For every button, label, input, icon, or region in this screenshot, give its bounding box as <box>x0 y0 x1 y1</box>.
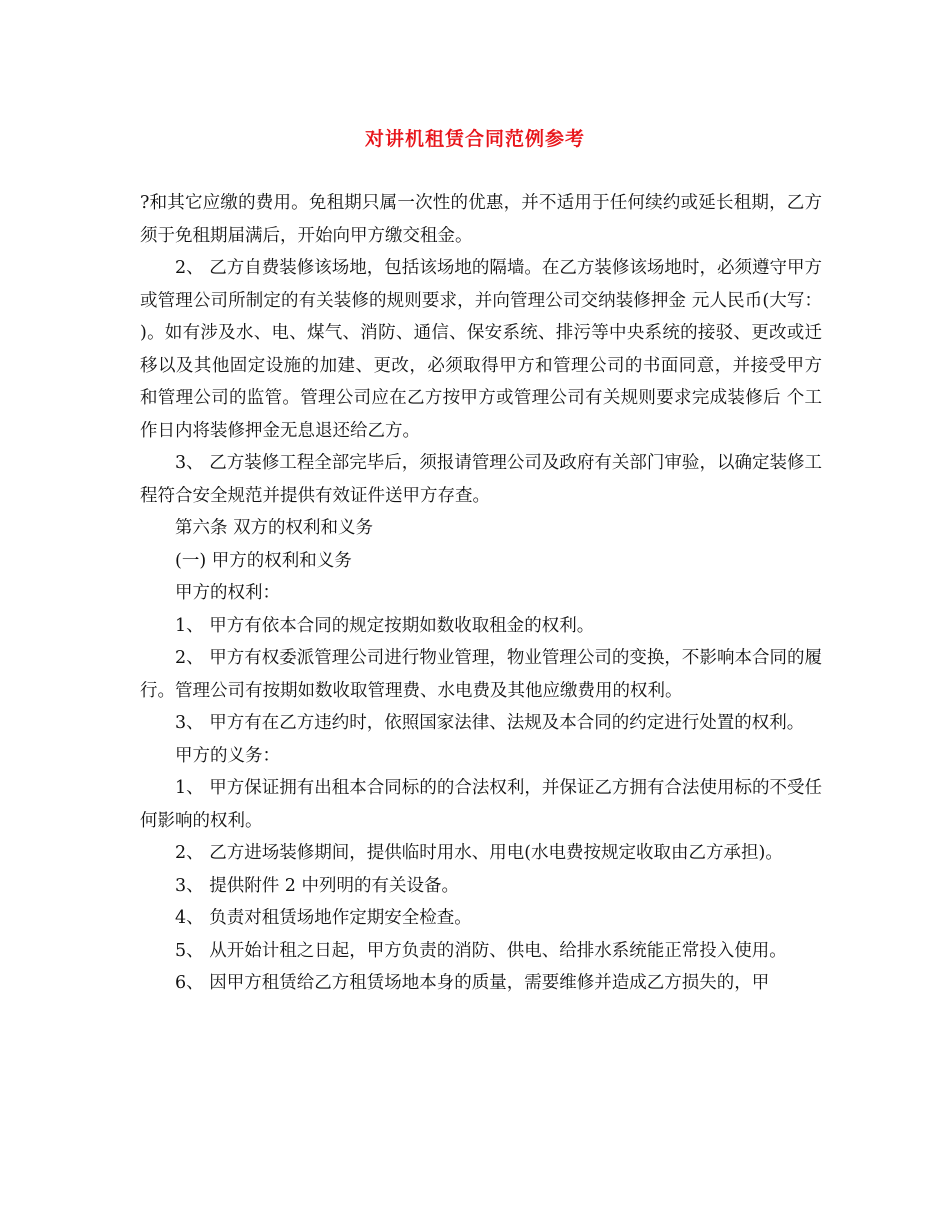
list-item: 1、 甲方有依本合同的规定按期如数收取租金的权利。 <box>175 615 595 636</box>
list-item: 2、 乙方进场装修期间，提供临时用水、用电(水电费按规定收取由乙方承担)。 <box>175 843 783 863</box>
list-item: 4、 负责对租赁场地作定期安全检查。 <box>175 908 472 928</box>
list-item: 1、 甲方保证拥有出租本合同标的的合法权利，并保证乙方拥有合法使用标的不受任何影响的权利。 <box>140 778 822 831</box>
list-heading: 甲方的义务： <box>175 745 280 766</box>
section-heading: 第六条 双方的权利和义务 <box>175 518 374 538</box>
list-item: 3、 甲方有在乙方违约时，依照国家法律、法规及本合同的约定进行处置的权利。 <box>175 713 805 733</box>
list-item: 3、 提供附件 2 中列明的有关设备。 <box>175 875 459 896</box>
paragraph: ?和其它应缴的费用。免租期只属一次性的优惠，并不适用于任何续约或延长租期，乙方须于免租期届满后，开始向甲方缴交租金。 <box>140 193 822 246</box>
list-item: 2、 甲方有权委派管理公司进行物业管理，物业管理公司的变换，不影响本合同的履行。管理公司有按期如数收取管理费、水电费及其他应缴费用的权利。 <box>140 648 822 701</box>
list-item: 5、 从开始计租之日起，甲方负责的消防、供电、给排水系统能正常投入使用。 <box>175 940 787 961</box>
document-title: 对讲机租赁合同范例参考 <box>364 128 585 150</box>
list-heading: 甲方的权利： <box>175 583 280 603</box>
paragraph: 2、 乙方自费装修该场地，包括该场地的隔墙。在乙方装修该场地时，必须遵守甲方或管理公司所制定的有关装修的规则要求，并向管理公司交纳装修押金 元人民币(大写： )。如有涉及水、电、煤气、消防、通信、保安系统、排污等中央系统的接驳、更改或迁移以及其他固定设施的加建、更改，必须取得甲方和管理公司的书面同意，并接受甲方和管理公司的监管。管理公司应在乙方按甲方或管理公司有关规则要求完成装修后 个工作日内将装修押金无息退还给乙方。 <box>140 258 822 441</box>
document-body <box>140 187 822 1000</box>
subsection-heading: (一) 甲方的权利和义务 <box>175 550 352 571</box>
paragraph: 3、 乙方装修工程全部完毕后，须报请管理公司及政府有关部门审验，以确定装修工程符合安全规范并提供有效证件送甲方存查。 <box>140 453 822 506</box>
list-item: 6、 因甲方租赁给乙方租赁场地本身的质量，需要维修并造成乙方损失的，甲 <box>175 973 770 993</box>
